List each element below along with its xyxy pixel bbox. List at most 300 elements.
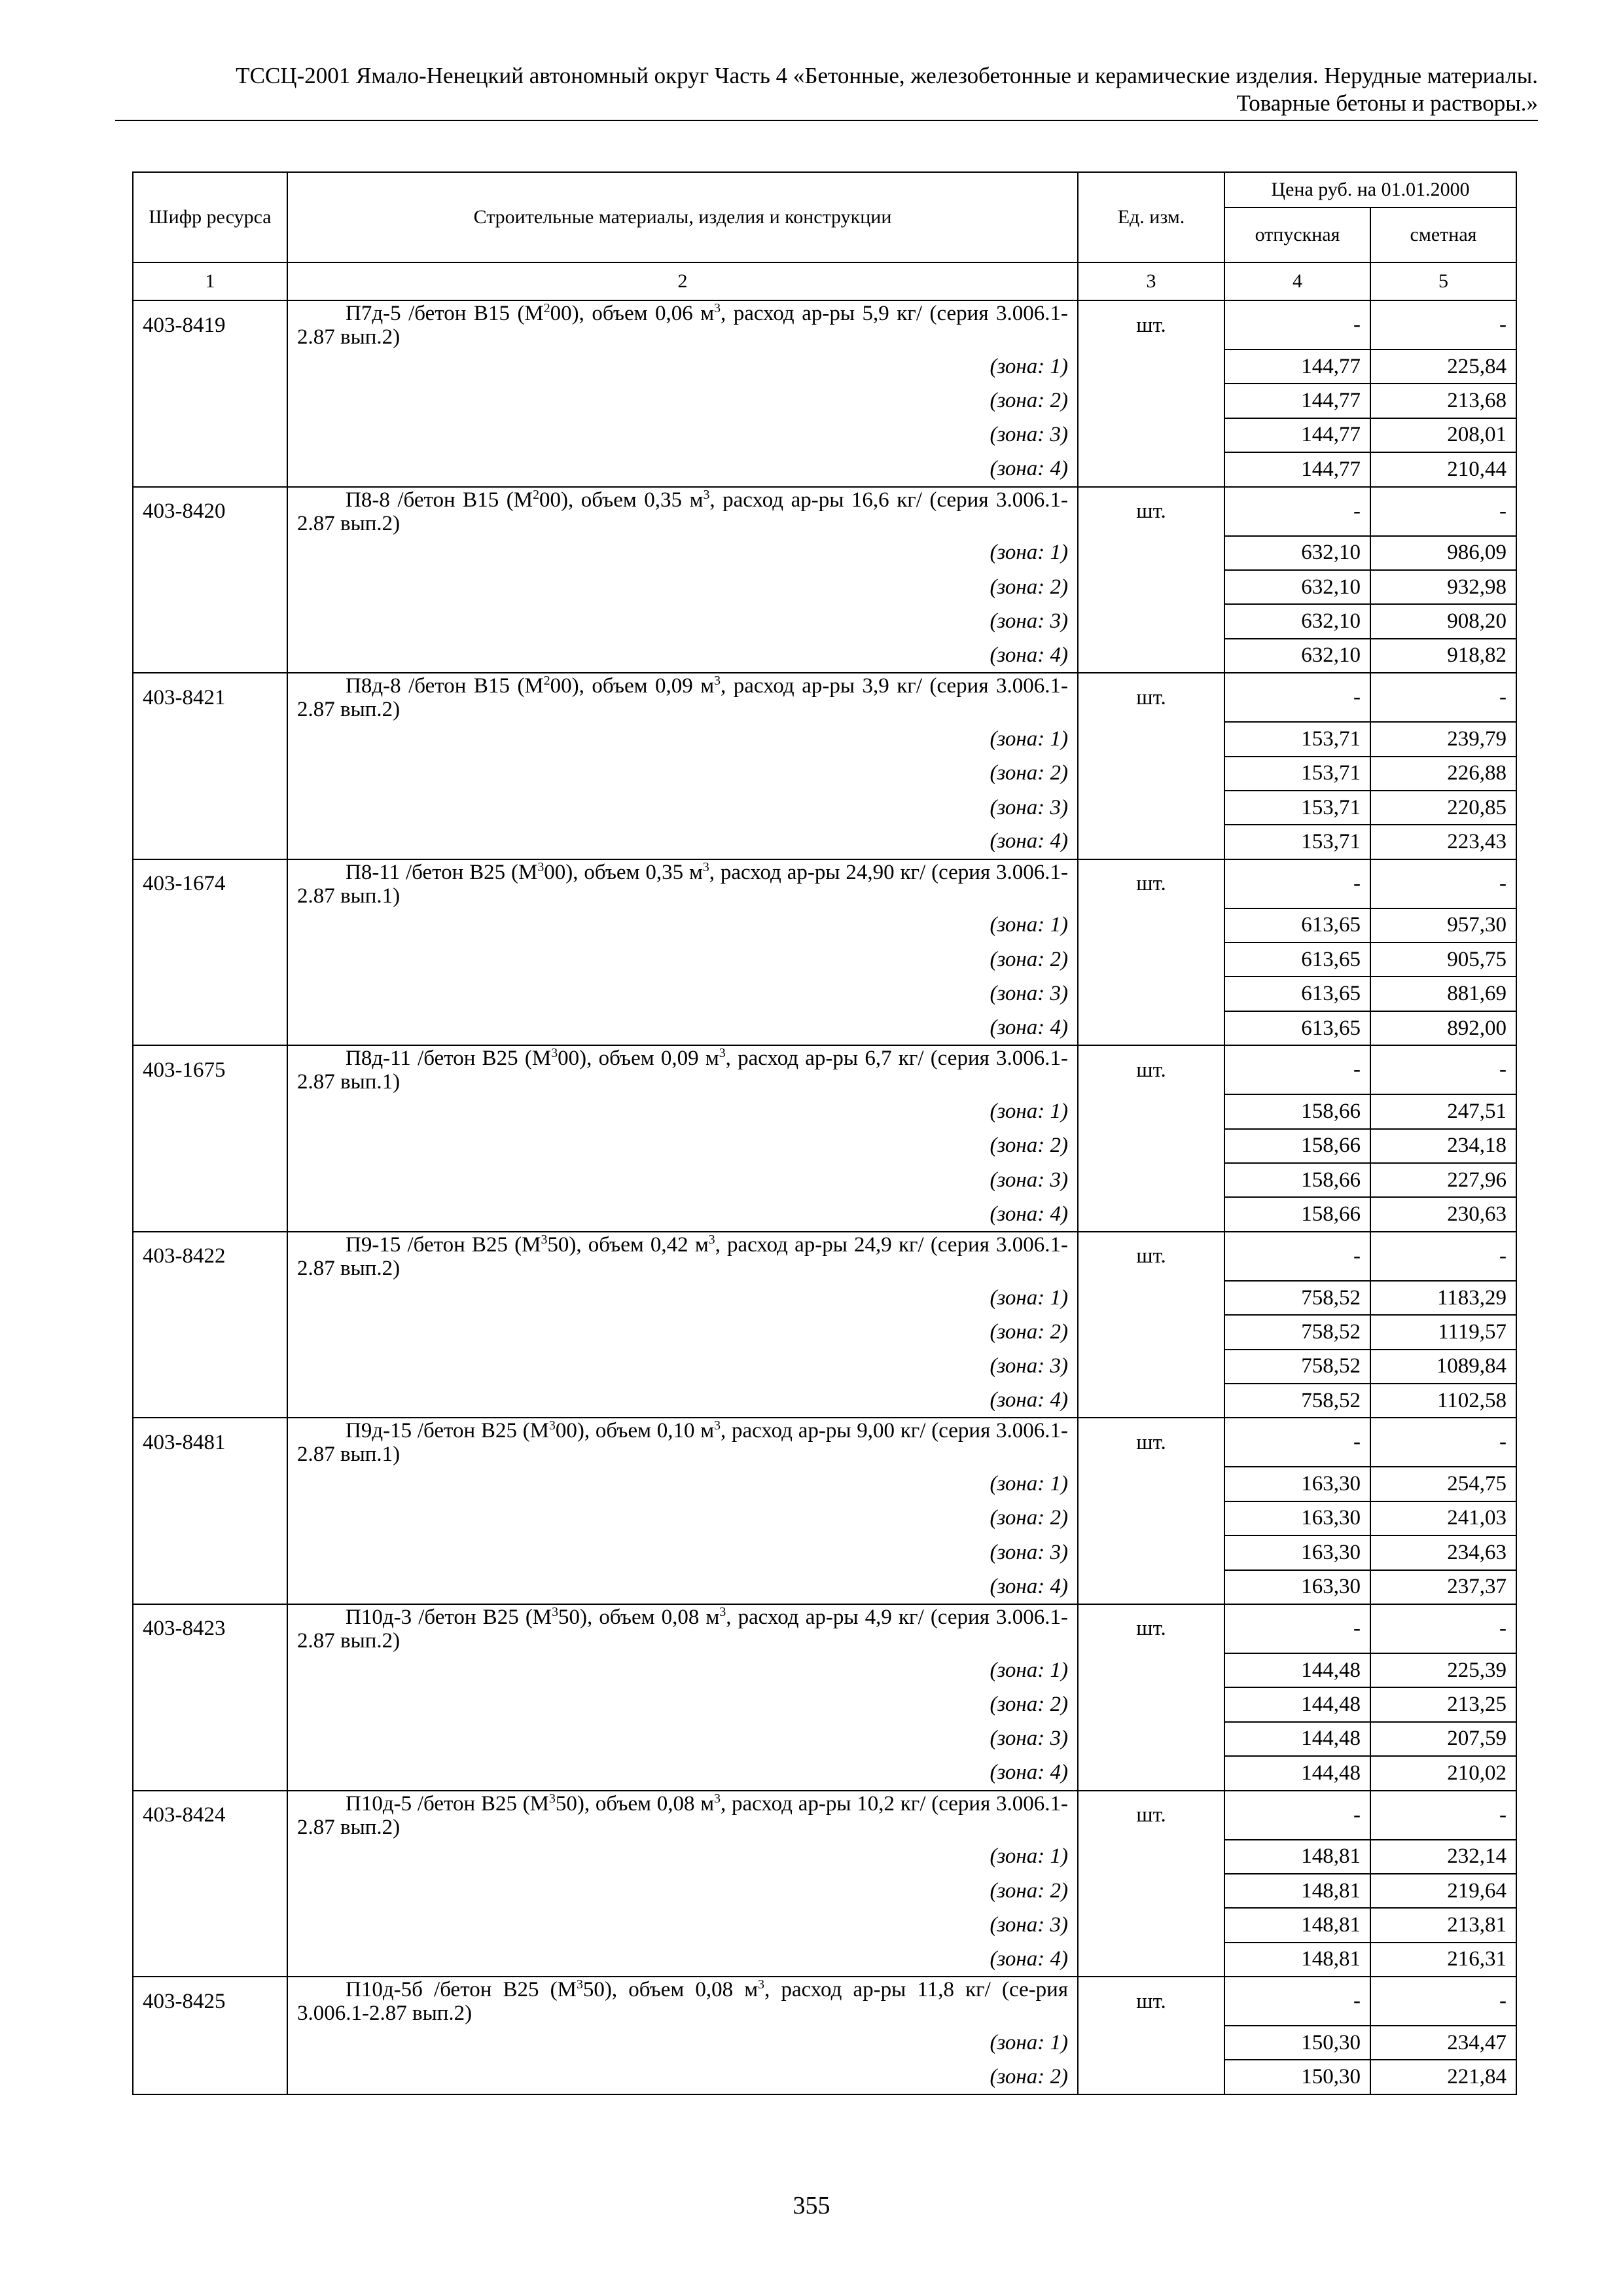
unit-of-measure: шт.	[1078, 1045, 1224, 1094]
zone-release-price: 148,81	[1224, 1874, 1370, 1908]
zone-release-price: 632,10	[1224, 639, 1370, 673]
page-header	[115, 62, 1538, 121]
empty-cell	[133, 942, 287, 977]
zone-label: (зона: 2)	[287, 2060, 1078, 2094]
material-description	[287, 300, 1078, 350]
zone-row	[133, 1197, 1516, 1231]
zone-row	[133, 1908, 1516, 1942]
empty-cell	[133, 1722, 287, 1756]
estimate-price: -	[1370, 1232, 1516, 1281]
empty-cell	[133, 1129, 287, 1163]
description-text: П9д-15 /бетон В25 (М	[346, 1419, 550, 1443]
zone-label: (зона: 3)	[287, 977, 1078, 1011]
empty-cell	[133, 570, 287, 604]
zone-row	[133, 418, 1516, 452]
zone-estimate-price: 932,98	[1370, 570, 1516, 604]
zone-label: (зона: 1)	[287, 1094, 1078, 1128]
zone-release-price: 148,81	[1224, 1943, 1370, 1977]
zone-label: (зона: 1)	[287, 722, 1078, 756]
estimate-price: -	[1370, 487, 1516, 536]
zone-row	[133, 1501, 1516, 1535]
empty-cell	[133, 639, 287, 673]
zone-row	[133, 1687, 1516, 1721]
table-row	[133, 487, 1516, 536]
description-text: 50), объем 0,42 м	[547, 1232, 709, 1257]
zone-label: (зона: 3)	[287, 418, 1078, 452]
zone-estimate-price: 213,81	[1370, 1908, 1516, 1942]
empty-cell	[1078, 1350, 1224, 1384]
zone-release-price: 613,65	[1224, 942, 1370, 977]
zone-release-price: 144,48	[1224, 1687, 1370, 1721]
zone-row	[133, 350, 1516, 384]
zone-release-price: 163,30	[1224, 1570, 1370, 1604]
zone-row	[133, 1467, 1516, 1501]
zone-estimate-price: 234,63	[1370, 1535, 1516, 1570]
unit-of-measure: шт.	[1078, 673, 1224, 722]
empty-cell	[1078, 1840, 1224, 1874]
empty-cell	[1078, 1501, 1224, 1535]
zone-row	[133, 1756, 1516, 1790]
empty-cell	[1078, 1943, 1224, 1977]
empty-cell	[1078, 977, 1224, 1011]
zone-estimate-price: 905,75	[1370, 942, 1516, 977]
empty-cell	[1078, 1281, 1224, 1315]
zone-label: (зона: 1)	[287, 536, 1078, 570]
empty-cell	[1078, 1094, 1224, 1128]
volume-superscript: 3	[719, 1604, 726, 1619]
grade-superscript: 3	[549, 1791, 556, 1806]
description-text: П9-15 /бетон В25 (М	[346, 1232, 541, 1257]
zone-row	[133, 1315, 1516, 1349]
description-text: 50), объем 0,08 м	[558, 1605, 720, 1629]
empty-cell	[1078, 1011, 1224, 1045]
zone-label: (зона: 3)	[287, 1908, 1078, 1942]
table-header	[133, 172, 1516, 300]
description-text: , расход ар-ры 6,7 кг/ (серия 3.006.1-2.87 вып.1)	[297, 1047, 1069, 1094]
empty-cell	[1078, 536, 1224, 570]
zone-estimate-price: 226,88	[1370, 757, 1516, 791]
zone-release-price: 613,65	[1224, 977, 1370, 1011]
zone-row	[133, 908, 1516, 942]
empty-cell	[1078, 1535, 1224, 1570]
release-price: -	[1224, 1232, 1370, 1281]
zone-row	[133, 2060, 1516, 2094]
unit-of-measure: шт.	[1078, 487, 1224, 536]
zone-estimate-price: 213,25	[1370, 1687, 1516, 1721]
table-row	[133, 859, 1516, 908]
zone-label: (зона: 4)	[287, 1943, 1078, 1977]
empty-cell	[1078, 1570, 1224, 1604]
table-row	[133, 1791, 1516, 1840]
unit-of-measure: шт.	[1078, 1791, 1224, 1840]
volume-superscript: 3	[708, 1232, 715, 1247]
column-header-price: Цена руб. на 01.01.2000	[1224, 172, 1516, 207]
empty-cell	[1078, 1874, 1224, 1908]
table-row	[133, 1045, 1516, 1094]
volume-superscript: 3	[719, 1046, 726, 1061]
material-description	[287, 487, 1078, 536]
material-description	[287, 1791, 1078, 1840]
empty-cell	[1078, 570, 1224, 604]
zone-label: (зона: 1)	[287, 908, 1078, 942]
description-text: П10д-5б /бетон В25 (М	[346, 1978, 577, 2002]
empty-cell	[133, 791, 287, 825]
empty-cell	[133, 1315, 287, 1349]
empty-cell	[133, 1535, 287, 1570]
description-text: , расход ар-ры 11,8 кг/ (се-рия 3.006.1-2.87 вып.2)	[297, 1978, 1068, 2026]
description-text: 00), объем 0,10 м	[555, 1419, 715, 1443]
table-row	[133, 673, 1516, 722]
zone-estimate-price: 881,69	[1370, 977, 1516, 1011]
zone-release-price: 153,71	[1224, 825, 1370, 859]
empty-cell	[1078, 1467, 1224, 1501]
empty-cell	[133, 1350, 287, 1384]
empty-cell	[1078, 350, 1224, 384]
zone-row	[133, 1011, 1516, 1045]
zone-label: (зона: 1)	[287, 1467, 1078, 1501]
zone-estimate-price: 986,09	[1370, 536, 1516, 570]
estimate-price: -	[1370, 1045, 1516, 1094]
zone-label: (зона: 4)	[287, 825, 1078, 859]
zone-row	[133, 1384, 1516, 1418]
zone-release-price: 148,81	[1224, 1840, 1370, 1874]
unit-of-measure: шт.	[1078, 1418, 1224, 1467]
volume-superscript: 3	[714, 1791, 721, 1806]
zone-label: (зона: 3)	[287, 791, 1078, 825]
material-description	[287, 1977, 1078, 2026]
zone-release-price: 613,65	[1224, 1011, 1370, 1045]
empty-cell	[133, 1908, 287, 1942]
zone-release-price: 144,77	[1224, 418, 1370, 452]
material-description	[287, 859, 1078, 908]
resource-code: 403-8425	[133, 1977, 287, 2026]
empty-cell	[133, 1570, 287, 1604]
material-description	[287, 1604, 1078, 1653]
empty-cell	[133, 1094, 287, 1128]
zone-label: (зона: 1)	[287, 1653, 1078, 1687]
empty-cell	[1078, 2060, 1224, 2094]
empty-cell	[133, 2060, 287, 2094]
description-text: , расход ар-ры 9,00 кг/ (серия 3.006.1-2.87 вып.1)	[297, 1419, 1068, 1467]
material-description	[287, 673, 1078, 722]
zone-release-price: 144,77	[1224, 452, 1370, 486]
description-text: П8-8 /бетон В15 (М	[346, 488, 533, 512]
zone-estimate-price: 234,47	[1370, 2026, 1516, 2060]
empty-cell	[1078, 722, 1224, 756]
zone-row	[133, 1129, 1516, 1163]
zone-row	[133, 1943, 1516, 1977]
zone-release-price: 632,10	[1224, 570, 1370, 604]
zone-label: (зона: 4)	[287, 1011, 1078, 1045]
grade-superscript: 2	[543, 301, 550, 315]
description-text: П8-11 /бетон В25 (М	[346, 860, 538, 884]
empty-cell	[133, 1943, 287, 1977]
zone-label: (зона: 2)	[287, 1687, 1078, 1721]
resource-code: 403-1674	[133, 859, 287, 908]
column-number: 3	[1078, 262, 1224, 300]
zone-release-price: 153,71	[1224, 757, 1370, 791]
grade-superscript: 2	[543, 673, 550, 689]
resource-code: 403-8420	[133, 487, 287, 536]
unit-of-measure: шт.	[1078, 1604, 1224, 1653]
description-text: 50), объем 0,08 м	[582, 1978, 758, 2002]
zone-label: (зона: 2)	[287, 1501, 1078, 1535]
zone-row	[133, 1535, 1516, 1570]
zone-row	[133, 942, 1516, 977]
column-header-unit: Ед. изм.	[1078, 172, 1224, 262]
zone-estimate-price: 232,14	[1370, 1840, 1516, 1874]
zone-row	[133, 1094, 1516, 1128]
unit-of-measure: шт.	[1078, 859, 1224, 908]
zone-release-price: 758,52	[1224, 1350, 1370, 1384]
zone-label: (зона: 2)	[287, 757, 1078, 791]
empty-cell	[133, 1281, 287, 1315]
zone-estimate-price: 237,37	[1370, 1570, 1516, 1604]
zone-row	[133, 722, 1516, 756]
table-row	[133, 1232, 1516, 1281]
empty-cell	[133, 1163, 287, 1197]
zone-estimate-price: 213,68	[1370, 384, 1516, 418]
zone-release-price: 632,10	[1224, 604, 1370, 638]
zone-label: (зона: 2)	[287, 570, 1078, 604]
volume-superscript: 3	[714, 301, 721, 315]
release-price: -	[1224, 1604, 1370, 1653]
estimate-price: -	[1370, 1418, 1516, 1467]
table-row	[133, 1977, 1516, 2026]
empty-cell	[1078, 1129, 1224, 1163]
zone-estimate-price: 918,82	[1370, 639, 1516, 673]
empty-cell	[133, 2026, 287, 2060]
zone-label: (зона: 2)	[287, 1874, 1078, 1908]
empty-cell	[1078, 1653, 1224, 1687]
empty-cell	[133, 757, 287, 791]
zone-label: (зона: 3)	[287, 1722, 1078, 1756]
empty-cell	[133, 1384, 287, 1418]
resource-code: 403-8422	[133, 1232, 287, 1281]
release-price: -	[1224, 300, 1370, 350]
zone-estimate-price: 227,96	[1370, 1163, 1516, 1197]
grade-superscript: 3	[549, 1418, 556, 1433]
zone-release-price: 150,30	[1224, 2026, 1370, 2060]
zone-estimate-price: 254,75	[1370, 1467, 1516, 1501]
zone-row	[133, 639, 1516, 673]
zone-estimate-price: 216,31	[1370, 1943, 1516, 1977]
zone-row	[133, 452, 1516, 486]
zone-release-price: 153,71	[1224, 791, 1370, 825]
empty-cell	[1078, 757, 1224, 791]
volume-superscript: 3	[714, 1418, 721, 1433]
unit-of-measure: шт.	[1078, 300, 1224, 350]
description-text: 00), объем 0,09 м	[558, 1047, 719, 1071]
zone-estimate-price: 223,43	[1370, 825, 1516, 859]
zone-estimate-price: 1102,58	[1370, 1384, 1516, 1418]
description-text: , расход ар-ры 5,9 кг/ (серия 3.006.1-2.87 вып.2)	[297, 302, 1068, 349]
description-text: , расход ар-ры 4,9 кг/ (серия 3.006.1-2.87 вып.2)	[297, 1605, 1068, 1653]
empty-cell	[133, 452, 287, 486]
column-number: 1	[133, 262, 287, 300]
description-text: 00), объем 0,35 м	[539, 488, 704, 512]
empty-cell	[1078, 1315, 1224, 1349]
empty-cell	[1078, 791, 1224, 825]
unit-of-measure: шт.	[1078, 1232, 1224, 1281]
grade-superscript: 3	[541, 1232, 548, 1247]
zone-label: (зона: 3)	[287, 1535, 1078, 1570]
zone-row	[133, 2026, 1516, 2060]
zone-estimate-price: 230,63	[1370, 1197, 1516, 1231]
column-header-name: Строительные материалы, изделия и конструкции	[287, 172, 1078, 262]
page-number: 355	[793, 2192, 830, 2219]
zone-row	[133, 825, 1516, 859]
estimate-price: -	[1370, 673, 1516, 722]
empty-cell	[133, 418, 287, 452]
zone-label: (зона: 4)	[287, 1570, 1078, 1604]
empty-cell	[133, 536, 287, 570]
zone-label: (зона: 3)	[287, 1350, 1078, 1384]
zone-label: (зона: 4)	[287, 1756, 1078, 1790]
zone-release-price: 153,71	[1224, 722, 1370, 756]
zone-estimate-price: 221,84	[1370, 2060, 1516, 2094]
empty-cell	[1078, 2026, 1224, 2060]
zone-label: (зона: 4)	[287, 452, 1078, 486]
empty-cell	[1078, 604, 1224, 638]
zone-row	[133, 1350, 1516, 1384]
zone-release-price: 150,30	[1224, 2060, 1370, 2094]
description-text: П10д-5 /бетон В25 (М	[346, 1791, 550, 1816]
empty-cell	[1078, 1384, 1224, 1418]
zone-estimate-price: 210,44	[1370, 452, 1516, 486]
empty-cell	[133, 1687, 287, 1721]
resource-code: 403-8424	[133, 1791, 287, 1840]
zone-release-price: 158,66	[1224, 1163, 1370, 1197]
estimate-price: -	[1370, 300, 1516, 350]
zone-row	[133, 536, 1516, 570]
empty-cell	[1078, 384, 1224, 418]
grade-superscript: 3	[537, 859, 544, 874]
zone-estimate-price: 219,64	[1370, 1874, 1516, 1908]
release-price: -	[1224, 1418, 1370, 1467]
zone-estimate-price: 957,30	[1370, 908, 1516, 942]
empty-cell	[133, 1756, 287, 1790]
resource-code: 403-8421	[133, 673, 287, 722]
zone-release-price: 158,66	[1224, 1197, 1370, 1231]
description-text: 00), объем 0,06 м	[550, 302, 715, 325]
resource-code: 403-8423	[133, 1604, 287, 1653]
zone-release-price: 758,52	[1224, 1281, 1370, 1315]
table-body	[133, 300, 1516, 2094]
zone-label: (зона: 3)	[287, 604, 1078, 638]
description-text: , расход ар-ры 24,90 кг/ (серия 3.006.1-2.87 вып.1)	[297, 860, 1069, 908]
grade-superscript: 3	[551, 1046, 558, 1061]
estimate-price: -	[1370, 1977, 1516, 2026]
empty-cell	[133, 977, 287, 1011]
description-text: П8д-11 /бетон В25 (М	[346, 1047, 552, 1071]
grade-superscript: 3	[552, 1604, 559, 1619]
zone-estimate-price: 892,00	[1370, 1011, 1516, 1045]
zone-release-price: 163,30	[1224, 1501, 1370, 1535]
empty-cell	[133, 1874, 287, 1908]
release-price: -	[1224, 1977, 1370, 2026]
zone-estimate-price: 241,03	[1370, 1501, 1516, 1535]
empty-cell	[1078, 1722, 1224, 1756]
empty-cell	[1078, 1163, 1224, 1197]
volume-superscript: 3	[758, 1977, 765, 1992]
zone-estimate-price: 225,84	[1370, 350, 1516, 384]
release-price: -	[1224, 859, 1370, 908]
zone-estimate-price: 1183,29	[1370, 1281, 1516, 1315]
column-header-release-price: отпускная	[1224, 207, 1370, 262]
description-text: 00), объем 0,35 м	[544, 860, 703, 884]
resource-code: 403-1675	[133, 1045, 287, 1094]
zone-estimate-price: 207,59	[1370, 1722, 1516, 1756]
zone-row	[133, 604, 1516, 638]
zone-label: (зона: 4)	[287, 639, 1078, 673]
table-row	[133, 300, 1516, 350]
empty-cell	[133, 1840, 287, 1874]
zone-label: (зона: 4)	[287, 1197, 1078, 1231]
empty-cell	[1078, 1687, 1224, 1721]
description-text: , расход ар-ры 3,9 кг/ (серия 3.006.1-2.87 вып.2)	[297, 674, 1068, 722]
zone-row	[133, 977, 1516, 1011]
estimate-price: -	[1370, 1604, 1516, 1653]
price-table	[132, 171, 1517, 2095]
column-header-code: Шифр ресурса	[133, 172, 287, 262]
description-text: 50), объем 0,08 м	[555, 1791, 715, 1816]
release-price: -	[1224, 487, 1370, 536]
zone-label: (зона: 2)	[287, 1129, 1078, 1163]
empty-cell	[1078, 452, 1224, 486]
zone-estimate-price: 239,79	[1370, 722, 1516, 756]
material-description	[287, 1045, 1078, 1094]
description-text: , расход ар-ры 10,2 кг/ (серия 3.006.1-2.87 вып.2)	[297, 1791, 1068, 1839]
zone-label: (зона: 1)	[287, 1840, 1078, 1874]
zone-row	[133, 1722, 1516, 1756]
zone-release-price: 158,66	[1224, 1129, 1370, 1163]
empty-cell	[1078, 908, 1224, 942]
description-text: П7д-5 /бетон В15 (М	[346, 302, 544, 325]
empty-cell	[133, 1501, 287, 1535]
grade-superscript: 3	[576, 1977, 583, 1992]
estimate-price: -	[1370, 1791, 1516, 1840]
column-number: 4	[1224, 262, 1370, 300]
zone-row	[133, 1840, 1516, 1874]
zone-release-price: 144,48	[1224, 1756, 1370, 1790]
zone-estimate-price: 220,85	[1370, 791, 1516, 825]
table-row	[133, 1604, 1516, 1653]
empty-cell	[133, 1197, 287, 1231]
zone-release-price: 144,77	[1224, 350, 1370, 384]
zone-release-price: 148,81	[1224, 1908, 1370, 1942]
volume-superscript: 3	[703, 487, 710, 502]
empty-cell	[1078, 1908, 1224, 1942]
zone-estimate-price: 908,20	[1370, 604, 1516, 638]
zone-release-price: 163,30	[1224, 1467, 1370, 1501]
empty-cell	[133, 722, 287, 756]
zone-label: (зона: 4)	[287, 1384, 1078, 1418]
zone-release-price: 144,77	[1224, 384, 1370, 418]
column-number: 2	[287, 262, 1078, 300]
empty-cell	[133, 350, 287, 384]
material-description	[287, 1418, 1078, 1467]
zone-estimate-price: 1119,57	[1370, 1315, 1516, 1349]
zone-row	[133, 1570, 1516, 1604]
description-text: П8д-8 /бетон В15 (М	[346, 674, 544, 698]
release-price: -	[1224, 1791, 1370, 1840]
zone-release-price: 144,48	[1224, 1653, 1370, 1687]
description-text: , расход ар-ры 24,9 кг/ (серия 3.006.1-2.87 вып.2)	[297, 1232, 1069, 1280]
empty-cell	[1078, 1197, 1224, 1231]
zone-row	[133, 757, 1516, 791]
zone-release-price: 158,66	[1224, 1094, 1370, 1128]
